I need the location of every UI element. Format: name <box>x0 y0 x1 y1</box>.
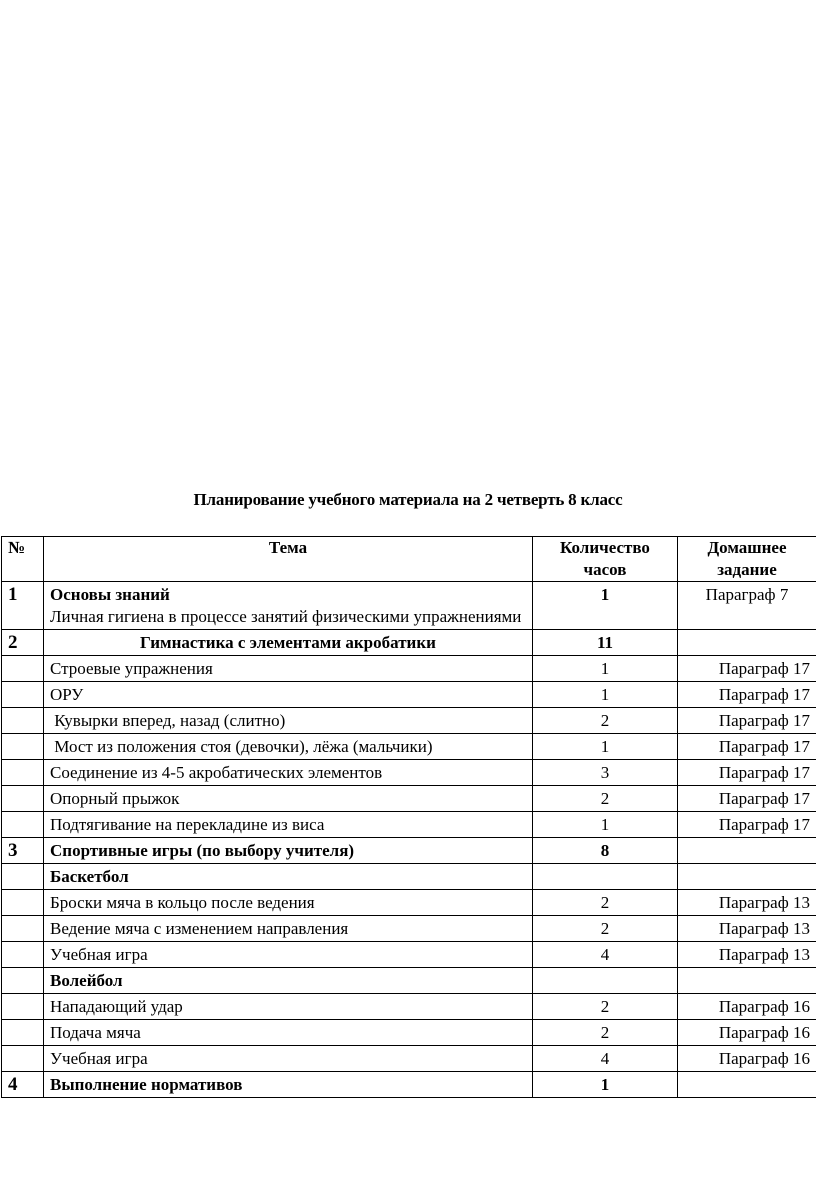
row-number <box>2 786 44 812</box>
subsection-title-volleyball: Волейбол <box>44 968 533 994</box>
row-number <box>2 760 44 786</box>
row-hours: 2 <box>533 786 678 812</box>
table-header-row <box>2 537 816 582</box>
row-homework: Параграф 16 <box>678 1046 816 1072</box>
section-hours: 11 <box>533 630 678 656</box>
row-homework: Параграф 16 <box>678 994 816 1020</box>
row-hours: 2 <box>533 916 678 942</box>
row-topic: Учебная игра <box>44 942 533 968</box>
table-row <box>2 916 816 942</box>
row-homework: Параграф 17 <box>678 708 816 734</box>
row-hours: 2 <box>533 1020 678 1046</box>
document-title: Планирование учебного материала на 2 четверть 8 класс <box>193 490 623 509</box>
section-number: 2 <box>2 630 44 656</box>
header-homework: Домашнее задание <box>678 537 816 582</box>
section-subtitle: Личная гигиена в процессе занятий физическими упражнениями <box>50 607 522 626</box>
row-homework <box>678 864 816 890</box>
subsection-row <box>2 968 816 994</box>
table-row <box>2 786 816 812</box>
row-number <box>2 942 44 968</box>
header-num: № <box>2 537 44 582</box>
subsection-row <box>2 864 816 890</box>
section-number: 3 <box>2 838 44 864</box>
row-homework: Параграф 17 <box>678 760 816 786</box>
section-homework <box>678 1072 816 1098</box>
row-hours: 1 <box>533 812 678 838</box>
row-hours <box>533 968 678 994</box>
row-topic: Подача мяча <box>44 1020 533 1046</box>
row-number <box>2 1020 44 1046</box>
header-topic: Тема <box>44 537 533 582</box>
row-number <box>2 916 44 942</box>
row-homework: Параграф 17 <box>678 786 816 812</box>
row-homework <box>678 968 816 994</box>
row-number <box>2 812 44 838</box>
row-number <box>2 682 44 708</box>
section-title: Гимнастика с элементами акробатики <box>44 630 533 656</box>
row-hours: 1 <box>533 734 678 760</box>
table-row <box>2 994 816 1020</box>
row-homework: Параграф 13 <box>678 916 816 942</box>
row-hours: 2 <box>533 708 678 734</box>
table-row <box>2 760 816 786</box>
row-hours: 2 <box>533 994 678 1020</box>
section-hours: 1 <box>533 582 678 630</box>
section-hours: 1 <box>533 1072 678 1098</box>
row-homework: Параграф 17 <box>678 656 816 682</box>
table-row <box>2 656 816 682</box>
row-topic: Кувырки вперед, назад (слитно) <box>44 708 533 734</box>
table-row <box>2 734 816 760</box>
row-hours: 3 <box>533 760 678 786</box>
section-row <box>2 838 816 864</box>
subsection-title-basketball: Баскетбол <box>44 864 533 890</box>
section-row <box>2 582 816 630</box>
row-homework: Параграф 16 <box>678 1020 816 1046</box>
plan-table <box>1 536 816 1098</box>
table-row <box>2 708 816 734</box>
row-hours: 1 <box>533 682 678 708</box>
header-hours: Количество часов <box>533 537 678 582</box>
row-number <box>2 994 44 1020</box>
row-topic: Ведение мяча с изменением направления <box>44 916 533 942</box>
section-topic <box>44 582 533 630</box>
row-homework: Параграф 17 <box>678 812 816 838</box>
row-topic: Соединение из 4-5 акробатических элементов <box>44 760 533 786</box>
row-topic: Подтягивание на перекладине из виса <box>44 812 533 838</box>
row-topic: Строевые упражнения <box>44 656 533 682</box>
row-hours: 4 <box>533 942 678 968</box>
section-hours: 8 <box>533 838 678 864</box>
row-homework: Параграф 13 <box>678 890 816 916</box>
row-hours: 2 <box>533 890 678 916</box>
row-number <box>2 708 44 734</box>
row-number <box>2 968 44 994</box>
row-number <box>2 890 44 916</box>
row-hours <box>533 864 678 890</box>
row-topic: Нападающий удар <box>44 994 533 1020</box>
row-number <box>2 656 44 682</box>
row-number <box>2 864 44 890</box>
row-hours: 1 <box>533 656 678 682</box>
row-homework: Параграф 17 <box>678 734 816 760</box>
section-homework <box>678 838 816 864</box>
row-number <box>2 734 44 760</box>
section-homework <box>678 630 816 656</box>
row-topic: Мост из положения стоя (девочки), лёжа (мальчики) <box>44 734 533 760</box>
section-row <box>2 630 816 656</box>
section-row <box>2 1072 816 1098</box>
section-title: Выполнение нормативов <box>44 1072 533 1098</box>
row-homework: Параграф 17 <box>678 682 816 708</box>
table-row <box>2 890 816 916</box>
row-topic: Броски мяча в кольцо после ведения <box>44 890 533 916</box>
section-homework: Параграф 7 <box>678 582 816 630</box>
table-row <box>2 1046 816 1072</box>
table-row <box>2 812 816 838</box>
row-topic: ОРУ <box>44 682 533 708</box>
row-number <box>2 1046 44 1072</box>
row-topic: Опорный прыжок <box>44 786 533 812</box>
table-row <box>2 1020 816 1046</box>
section-number: 4 <box>2 1072 44 1098</box>
section-title: Основы знаний <box>50 585 170 604</box>
row-hours: 4 <box>533 1046 678 1072</box>
table-row <box>2 682 816 708</box>
section-number: 1 <box>2 582 44 630</box>
row-homework: Параграф 13 <box>678 942 816 968</box>
section-title: Спортивные игры (по выбору учителя) <box>44 838 533 864</box>
table-row <box>2 942 816 968</box>
row-topic: Учебная игра <box>44 1046 533 1072</box>
